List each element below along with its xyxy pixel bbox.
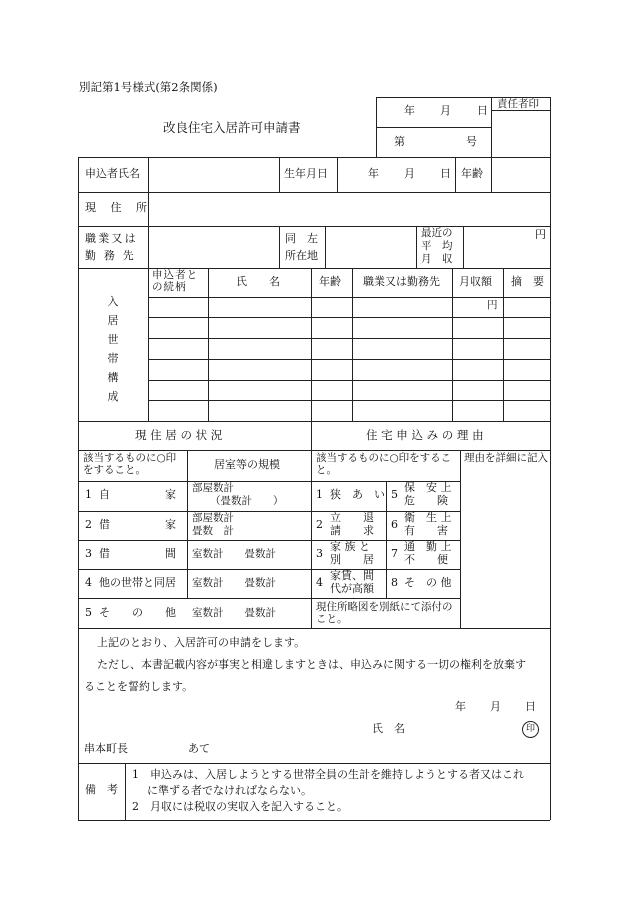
reason-num: 6	[391, 518, 398, 531]
residence-num: 3	[85, 547, 92, 560]
declaration-line-3: ることを誓約します。	[84, 680, 194, 693]
household-row[interactable]	[149, 360, 549, 379]
header-notes: 摘 要	[511, 275, 544, 288]
header-box-mid-line	[376, 127, 491, 128]
vline-325	[325, 226, 326, 268]
header-name: 氏 名	[236, 275, 280, 288]
household-row[interactable]	[149, 298, 549, 316]
residence-scale-sub: （畳数計 ）	[210, 495, 284, 507]
applicant-name-label: 申込者氏名	[85, 167, 140, 180]
number-dai: 第	[394, 135, 405, 148]
household-side-char: 帯	[107, 352, 119, 365]
birth-day-label: 日	[440, 167, 451, 180]
sign-date-year: 年	[455, 700, 466, 713]
vline-463	[463, 226, 464, 268]
residence-num: 2	[85, 518, 92, 531]
scale-header: 居室等の規模	[214, 458, 280, 471]
line-450	[78, 450, 550, 451]
household-row[interactable]	[149, 381, 549, 399]
birth-date-label: 生年月日	[284, 167, 328, 180]
header-box-right-line	[491, 97, 492, 157]
household-side-char: 構	[107, 371, 119, 384]
addressee-ate: あて	[188, 742, 210, 755]
residence-scale: 室数計 畳数計	[192, 577, 276, 589]
location-label-2: 所在地	[285, 249, 318, 262]
header-age: 年齢	[319, 275, 341, 288]
household-side-char: 成	[107, 390, 119, 403]
vline-reason-mid	[386, 481, 387, 598]
age-label: 年齢	[461, 167, 483, 180]
current-instruction: 該当するものに○印をすること。	[83, 452, 177, 477]
reason-text-sub: 有 害	[404, 524, 448, 537]
reason-num: 5	[391, 488, 398, 501]
reason-instruction: 該当するものに○印をすること。	[316, 452, 452, 477]
household-side-char: 世	[107, 333, 119, 346]
residence-type: 他の世帯と同居	[99, 576, 176, 589]
header-box-top-line	[376, 97, 491, 98]
declaration-line-1: 上記のとおり、入居許可の申請をします。	[97, 636, 306, 649]
income-field[interactable]	[465, 228, 531, 266]
occupation-label-2: 勤 務 先	[85, 249, 136, 262]
detail-instruction: 理由を詳細に記入	[464, 452, 548, 464]
map-note: 現住所略図を別紙にて添付のこと。	[316, 601, 453, 626]
residence-scale: 部屋数計	[192, 512, 234, 524]
occupation-field[interactable]	[150, 228, 277, 266]
vline-455	[455, 157, 456, 192]
form-right-border	[550, 157, 551, 820]
reason-text: 家 族 と	[330, 540, 370, 553]
reason-num: 1	[316, 488, 323, 501]
reason-text-sub: 請 求	[330, 524, 374, 537]
declaration-line-2: ただし、本書記載内容が事実と相違しますときは、申込みに関する一切の権利を放棄す	[97, 658, 526, 671]
address-label: 現 住 所	[85, 201, 153, 214]
remarks-item-2: 2 月収には税収の実収入を記入すること。	[132, 800, 348, 813]
residence-type: 借 間	[99, 547, 176, 560]
applicant-name-field[interactable]	[150, 159, 277, 190]
residence-scale: 室数計 畳数計	[192, 607, 276, 619]
line-569	[78, 569, 460, 570]
line-421	[78, 421, 550, 422]
form-left-border	[78, 157, 79, 820]
remarks-label: 備 考	[85, 783, 118, 796]
birth-month-label: 月	[404, 167, 415, 180]
reason-detail-field[interactable]	[462, 482, 548, 626]
reason-text-sub: 不 便	[404, 553, 448, 566]
date-year: 年	[404, 104, 415, 117]
vline-491	[491, 157, 492, 192]
reason-text: 保 安 上	[404, 481, 452, 494]
birth-year-label: 年	[368, 167, 379, 180]
number-go: 号	[466, 135, 477, 148]
residence-type: そ の 他	[99, 606, 176, 619]
residence-num: 1	[85, 488, 92, 501]
current-residence-title: 現 住 居 の 状 況	[135, 428, 223, 442]
address-field[interactable]	[150, 194, 548, 224]
location-label-1: 同 左	[285, 232, 318, 245]
vline-status-divider	[311, 421, 312, 628]
vline-scale-left	[187, 450, 188, 598]
income-label-2: 平 均	[421, 240, 453, 252]
reason-num: 7	[391, 547, 398, 560]
residence-scale-sub: 畳数 計	[192, 525, 234, 537]
vline-279-b	[279, 226, 280, 268]
date-day: 日	[477, 104, 488, 117]
income-label-1: 最近の	[421, 227, 453, 239]
location-field[interactable]	[327, 228, 414, 266]
date-month: 月	[440, 104, 451, 117]
remarks-item-1b: に準ずる者でなければならない。	[147, 784, 312, 797]
vline-416	[416, 226, 417, 268]
residence-scale: 室数計 畳数計	[192, 548, 276, 560]
header-box-left-line	[376, 97, 377, 157]
vline-remarks	[125, 763, 126, 820]
household-row[interactable]	[149, 339, 549, 358]
header-occupation: 職業又は勤務先	[363, 275, 440, 288]
residence-num: 4	[85, 576, 92, 589]
line-481	[78, 481, 460, 482]
income-label-3: 月 収	[421, 253, 453, 265]
addressee: 串本町長	[84, 742, 128, 755]
line-820	[78, 820, 550, 821]
reason-text: 衛 生 上	[404, 511, 452, 524]
seal-box-mid-line	[492, 110, 550, 111]
header-income: 月収額	[459, 275, 492, 288]
line-540	[78, 540, 460, 541]
reason-text-sub: 危 険	[404, 494, 448, 507]
responsible-seal-label: 責任者印	[497, 98, 539, 110]
residence-num: 5	[85, 606, 92, 619]
seal-mark-icon: 印	[522, 721, 539, 738]
sign-date-day: 日	[525, 700, 536, 713]
sign-name-field[interactable]	[412, 718, 517, 738]
reason-num: 3	[316, 547, 323, 560]
vline-279	[279, 157, 280, 192]
household-side-char: 入	[107, 295, 119, 308]
residence-scale: 部屋数計	[192, 482, 234, 494]
residence-type: 自 家	[99, 488, 176, 501]
sign-date-month: 月	[490, 700, 501, 713]
reason-num: 2	[316, 518, 323, 531]
reason-num: 4	[316, 576, 323, 589]
age-field[interactable]	[493, 159, 548, 190]
header-relation: 申込者との続柄	[152, 269, 199, 294]
line-511	[78, 511, 460, 512]
sign-name-label: 氏 名	[372, 722, 405, 735]
household-row[interactable]	[149, 318, 549, 337]
reason-text: 家賃、間	[330, 569, 374, 582]
reason-text: 立 退	[330, 511, 374, 524]
remarks-item-1a: 1 申込みは、入居しようとする世帯全員の生計を維持しようとする者又はこれ	[132, 768, 524, 781]
reason-text: そ の 他	[404, 576, 452, 589]
vline-337	[337, 157, 338, 192]
form-number: 別記第1号様式(第2条関係)	[79, 80, 218, 94]
household-row[interactable]	[149, 401, 549, 420]
reason-text-sub: 別 居	[330, 553, 374, 566]
application-reason-title: 住 宅 申 込 み の 理 由	[366, 428, 484, 442]
residence-type: 借 家	[99, 518, 176, 531]
reason-text-sub: 代が高額	[330, 582, 374, 595]
reason-text: 通 勤 上	[404, 540, 452, 553]
vline-detail-left	[460, 450, 461, 628]
household-side-char: 居	[107, 314, 119, 327]
reason-num: 8	[391, 576, 398, 589]
title: 改良住宅入居許可申請書	[163, 120, 301, 135]
line-628	[78, 628, 550, 629]
household-income-unit: 円	[487, 299, 498, 311]
income-unit: 円	[535, 228, 546, 241]
line-763	[78, 763, 550, 764]
reason-text: 狭 あ い	[330, 488, 385, 501]
occupation-label-1: 職業又は	[85, 232, 138, 245]
line-598	[78, 598, 460, 599]
